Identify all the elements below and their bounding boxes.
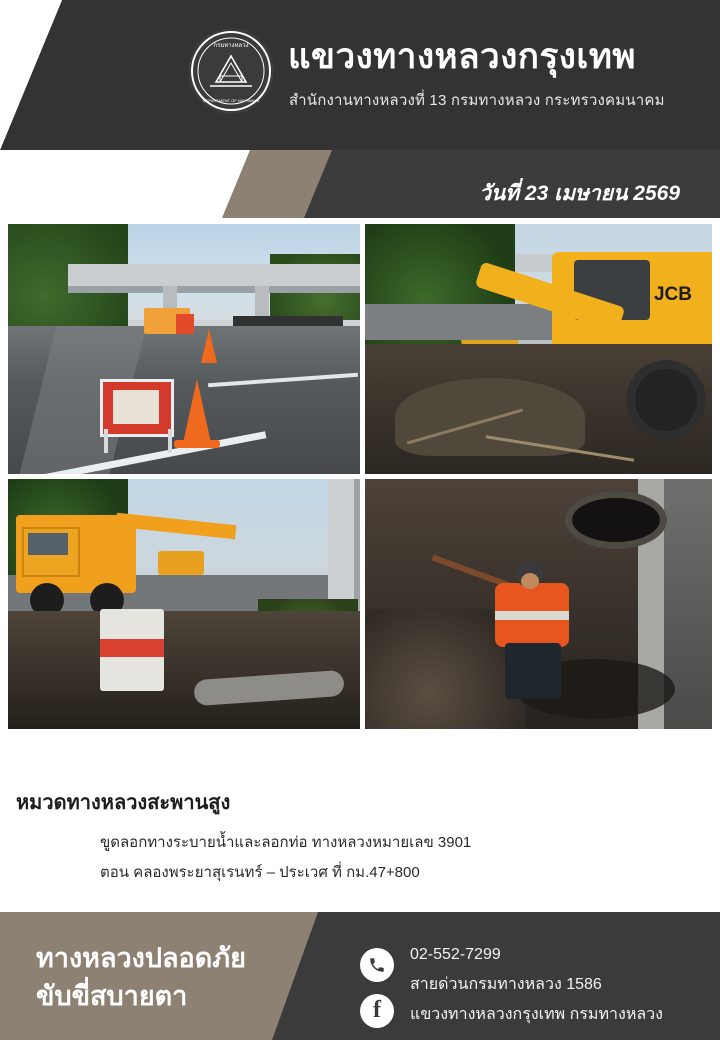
page-header: [0, 0, 720, 218]
photo-jcb-excavator: JCB: [365, 224, 712, 474]
photo-row-top: [8, 224, 712, 474]
caption-title: หมวดทางหลวงสะพานสูง: [16, 792, 231, 814]
department-of-highways-seal-icon: [188, 28, 274, 114]
phone-number: 02-552-7299: [410, 946, 501, 963]
svg-text:กรมทางหลวง: กรมทางหลวง: [213, 43, 249, 49]
photo-truck-trench: [8, 479, 360, 729]
photo-row-bottom: [8, 479, 712, 729]
facebook-icon[interactable]: f: [360, 994, 394, 1028]
organization-title: แขวงทางหลวงกรุงเทพ: [288, 37, 636, 76]
caption-section: [0, 760, 720, 912]
photo-gallery: [8, 224, 712, 734]
phone-icon: [360, 948, 394, 982]
caption-detail-line-2: ตอน คลองพระยาสุเรนทร์ – ประเวศ ที่ กม.47+800: [100, 864, 420, 881]
svg-text:DEPARTMENT OF HIGHWAYS: DEPARTMENT OF HIGHWAYS: [202, 98, 260, 103]
slogan-line-2: ขับขี่สบายตา: [36, 981, 188, 1011]
photo-worker-trench: [365, 479, 712, 729]
photo-road-warning-sign: [8, 224, 360, 474]
caption-detail-line-1: ขูดลอกทางระบายน้ำและลอกท่อ ทางหลวงหมายเลข 3901: [100, 834, 472, 851]
page-footer: [0, 912, 720, 1040]
organization-subtitle: สำนักงานทางหลวงที่ 13 กรมทางหลวง กระทรวงคมนาคม: [289, 92, 665, 109]
publish-date: วันที่ 23 เมษายน 2569: [479, 182, 680, 205]
facebook-page-name: แขวงทางหลวงกรุงเทพ กรมทางหลวง: [410, 1006, 663, 1023]
slogan-line-1: ทางหลวงปลอดภัย: [36, 943, 246, 973]
hotline-number: สายด่วนกรมทางหลวง 1586: [410, 976, 602, 993]
